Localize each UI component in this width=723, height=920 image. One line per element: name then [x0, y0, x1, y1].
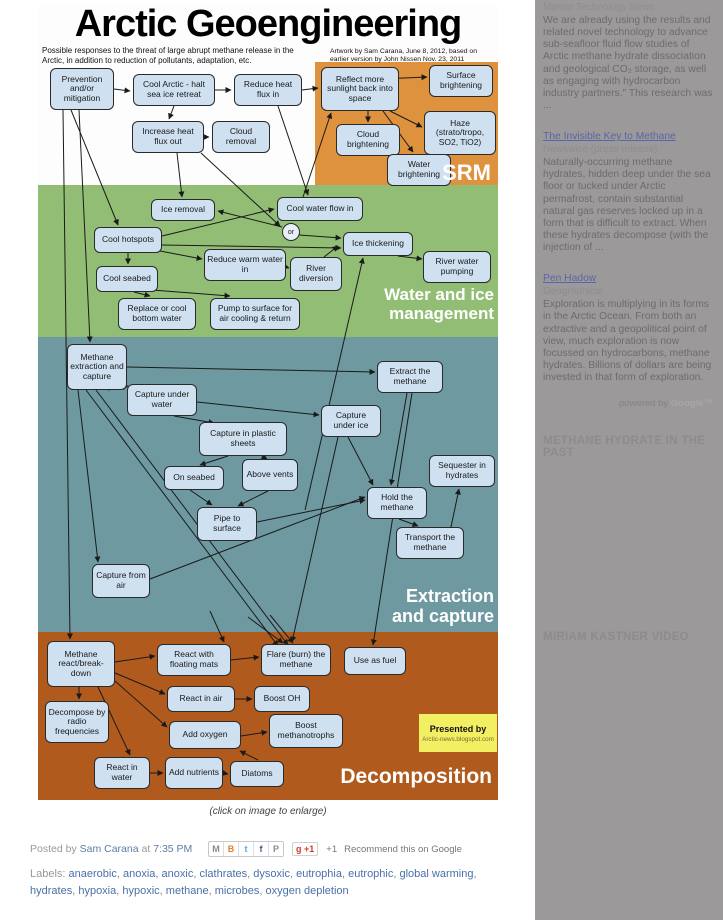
node-cool-seabed: Cool seabed — [96, 266, 158, 292]
label-link[interactable]: anoxic , — [162, 868, 200, 880]
node-capture-under-water: Capture under water — [127, 384, 197, 416]
plus-one-count: +1 — [326, 843, 338, 855]
node-add-nutrients: Add nutrients — [165, 757, 223, 789]
label-link[interactable]: eutrophia , — [296, 868, 348, 880]
node-react-in-air: React in air — [167, 686, 235, 712]
node-boost-oh: Boost OH — [254, 686, 310, 712]
sidebar-heading-methane-hydrate: METHANE HYDRATE IN THE PAST — [543, 435, 706, 460]
label-link[interactable]: microbes , — [215, 885, 266, 897]
node-capture-plastic-sheets: Capture in plastic sheets — [199, 422, 287, 456]
twitter-icon[interactable]: t — [239, 842, 254, 856]
node-water-brightening: Water brightening — [387, 154, 451, 186]
labels-list — [30, 868, 477, 897]
label-link[interactable]: global warming , — [400, 868, 477, 880]
presented-by-text: Presented by — [429, 723, 487, 734]
node-reduce-warm-water: Reduce warm water in — [204, 249, 286, 281]
node-haze: Haze (strato/tropo, SO2, TiO2) — [424, 111, 496, 155]
powered-by-text: powered by — [619, 398, 669, 410]
sidebar — [535, 0, 723, 920]
diagram-credit: Artwork by Sam Carana, June 8, 2012, based on earlier version by John Nissen Nov. 23, 2011 — [330, 48, 477, 64]
node-surface-brightening: Surface brightening — [429, 65, 493, 97]
label-link[interactable]: dysoxic , — [253, 868, 296, 880]
label-link[interactable]: anaerobic , — [69, 868, 123, 880]
node-capture-from-air: Capture from air — [92, 564, 150, 598]
label-link[interactable]: hypoxia , — [78, 885, 122, 897]
at-text: at — [141, 843, 151, 855]
news-source-1: Marine Technology News — [543, 2, 655, 13]
news-text-2: Naturally-occurring methane hydrates, hidden deep under the sea floor or tucked under Arctic permafrost, contain substantial natural gas reserves locked up in a form that is difficult to extract. When these hydrates decompose (with the injection of ... — [543, 157, 711, 254]
labels-row — [30, 866, 522, 899]
node-pipe-to-surface: Pipe to surface — [197, 507, 257, 541]
node-use-as-fuel: Use as fuel — [344, 647, 406, 675]
node-reduce-heat-in: Reduce heat flux in — [234, 74, 302, 106]
posted-by-text: Posted by — [30, 843, 77, 855]
water-section-label — [296, 286, 494, 323]
label-link[interactable]: anoxia , — [123, 868, 162, 880]
node-prevention: Prevention and/or mitigation — [50, 68, 114, 110]
node-decompose-radio: Decompose by radio frequencies — [45, 701, 109, 743]
node-ice-thickening: Ice thickening — [343, 232, 413, 256]
node-extract-methane: Extract the methane — [377, 361, 443, 393]
node-cool-water-flow: Cool water flow in — [277, 197, 363, 221]
node-above-vents: Above vents — [242, 459, 298, 491]
water-label-line2: management — [389, 303, 494, 323]
news-source-3: Geographical — [543, 286, 603, 298]
node-boost-methanotrophs: Boost methanotrophs — [269, 714, 343, 748]
diagram-title: Arctic Geoengineering — [74, 3, 462, 45]
timestamp-link[interactable]: 7:35 PM — [153, 843, 193, 855]
node-river-water-pumping: River water pumping — [423, 251, 491, 283]
node-reflect-sunlight: Reflect more sunlight back into space — [321, 67, 399, 111]
news-source-2: Newswise (press release) — [543, 144, 658, 156]
node-react-floating-mats: React with floating mats — [157, 644, 231, 676]
node-transport-methane: Transport the methane — [396, 527, 464, 559]
node-methane-react: Methane react/break-down — [47, 641, 115, 687]
node-ice-removal: Ice removal — [151, 199, 215, 221]
node-capture-under-ice: Capture under ice — [321, 405, 381, 437]
node-hold-methane: Hold the methane — [367, 487, 427, 519]
node-cool-hotspots: Cool hotspots — [94, 227, 162, 253]
blogthis-icon[interactable]: B — [224, 842, 239, 856]
node-replace-cool-bottom-water: Replace or cool bottom water — [118, 298, 196, 330]
node-cloud-brightening: Cloud brightening — [336, 124, 400, 156]
node-on-seabed: On seabed — [164, 466, 224, 490]
node-add-oxygen: Add oxygen — [169, 721, 241, 749]
share-icon-group — [208, 841, 284, 857]
node-cloud-removal: Cloud removal — [212, 121, 270, 153]
node-methane-extraction: Methane extraction and capture — [67, 344, 127, 390]
label-link[interactable]: hypoxic , — [122, 885, 165, 897]
gplus-one-button[interactable]: g +1 — [292, 842, 318, 856]
presented-by-box — [419, 714, 497, 752]
label-link[interactable]: methane , — [166, 885, 215, 897]
node-cool-arctic: Cool Arctic - halt sea ice retreat — [133, 74, 215, 106]
node-river-diversion: River diversion — [290, 257, 342, 291]
node-react-in-water: React in water — [94, 757, 150, 789]
extraction-label-line2: and capture — [391, 605, 494, 626]
node-sequester-hydrates: Sequester in hydrates — [429, 455, 495, 487]
diagram-subtitle: Possible responses to the threat of large abrupt methane release in the Arctic, in addition to reduction of pollutants, adaptation, etc. — [42, 46, 294, 65]
news-link-3[interactable]: Pen Hadow — [543, 273, 597, 285]
news-text-3: Exploration is multiplying in its forms in the Arctic Ocean. From both an extractive and a geopolitical point of view, much exploration is now focussed on hydrocarbons, methane hydrates. Billions of dollars are being invested in that form of exploration. — [543, 299, 712, 384]
node-increase-heat-out: Increase heat flux out — [132, 121, 204, 153]
water-label-line1: Water and ice — [384, 285, 494, 304]
node-pump-to-surface: Pump to surface for air cooling & return — [210, 298, 300, 330]
facebook-icon[interactable]: f — [254, 842, 269, 856]
decomposition-section-label: Decomposition — [340, 765, 492, 788]
node-diatoms: Diatoms — [230, 761, 284, 787]
author-link[interactable]: Sam Carana — [79, 843, 139, 855]
news-text-1: We are already using the results and related novel technology to advance sub-seafloor fluid flow studies of Arctic methane hydrate dissociation and geological CO₂ storage, as well as engaging with hydrocarbon industry partners." This research was ... — [543, 15, 713, 111]
node-or: or — [282, 223, 300, 241]
share-bar — [208, 841, 462, 857]
srm-section-label: SRM — [442, 160, 491, 185]
label-link[interactable]: oxygen depletion — [265, 884, 349, 897]
extraction-section-label — [336, 587, 494, 627]
label-link[interactable]: clathrates , — [199, 868, 253, 880]
presented-by-url: Arctic-news.blogspot.com — [422, 735, 494, 743]
google-logo: Google™ — [670, 398, 713, 410]
geoengineering-diagram-image[interactable] — [38, 5, 498, 800]
label-link[interactable]: eutrophic , — [348, 868, 399, 880]
node-flare-methane: Flare (burn) the methane — [261, 644, 331, 676]
extraction-label-line1: Extraction — [405, 586, 494, 606]
email-icon[interactable]: M — [209, 842, 224, 856]
pinterest-icon[interactable]: P — [272, 844, 279, 854]
recommend-text: Recommend this on Google — [344, 843, 462, 855]
image-caption: (click on image to enlarge) — [209, 806, 327, 817]
sidebar-heading-kastner-video: MIRIAM KASTNER VIDEO — [543, 631, 689, 644]
labels-title: Labels: — [30, 868, 66, 880]
powered-by — [543, 398, 713, 409]
news-link-2[interactable]: The Invisible Key to Methane — [543, 131, 676, 143]
label-link[interactable]: hydrates , — [30, 885, 78, 897]
